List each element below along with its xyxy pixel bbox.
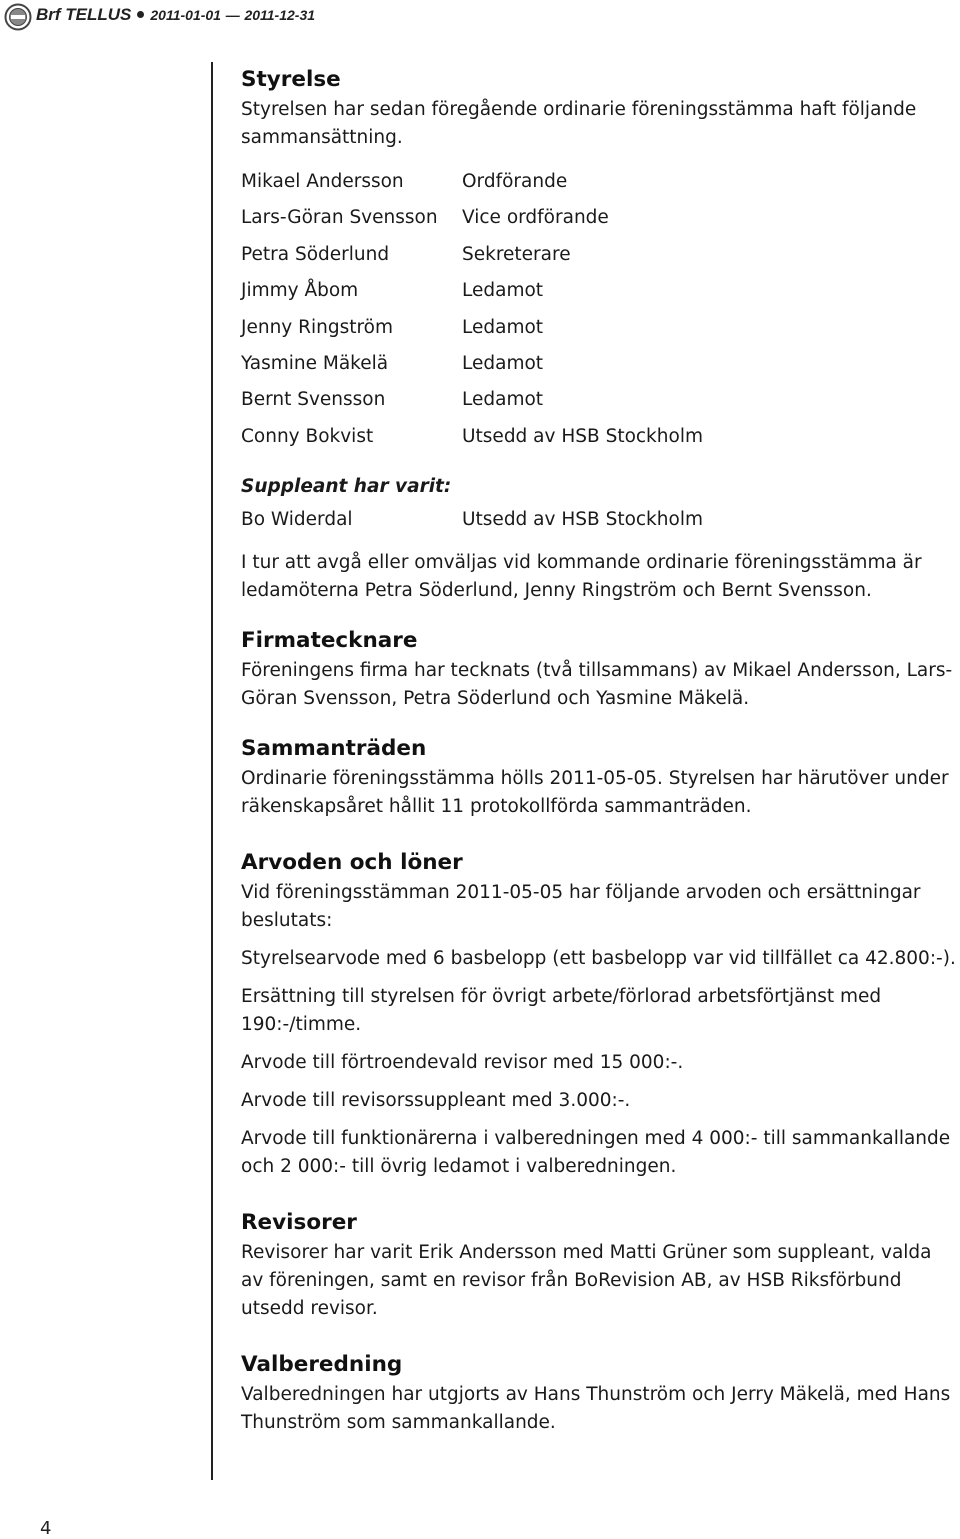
tur-att-avga-text: I tur att avgå eller omväljas vid kommande ordinarie föreningsstämma är ledamöterna Petra Söderlund, Jenny Ringström och Bernt Svensson. — [241, 551, 922, 601]
member-role: Ledamot — [462, 352, 544, 374]
arvoden-intro: Vid föreningsstämman 2011-05-05 har följande arvoden och ersättningar beslutats: — [241, 881, 921, 931]
member-role: Ledamot — [462, 389, 544, 411]
member-name: Mikael Andersson — [241, 171, 404, 192]
heading-styrelse: Styrelse — [241, 67, 341, 92]
suppleant-role: Utsedd av HSB Stockholm — [462, 509, 703, 531]
heading-sammantraden: Sammanträden — [241, 735, 427, 761]
section-valberedning — [241, 1349, 956, 1437]
board-member-row — [241, 382, 956, 418]
arvoden-item: Arvode till förtroendevald revisor med 15 000:-. — [241, 1051, 684, 1073]
header-period-sep: — — [225, 7, 240, 23]
section-arvoden — [241, 847, 956, 1181]
member-role: Ordförande — [462, 171, 568, 192]
firmatecknare-text: Föreningens firma har tecknats (två tillsammans) av Mikael Andersson, Lars-Göran Svensson, Petra Söderlund och Yasmine Mäkelä. — [241, 659, 953, 709]
arvoden-item: Arvode till revisorssuppleant med 3.000:-. — [241, 1089, 631, 1111]
header-title — [36, 5, 315, 25]
header-period-start: 2011-01-01 — [150, 7, 221, 23]
heading-arvoden: Arvoden och löner — [241, 849, 463, 875]
member-name: Conny Bokvist — [241, 425, 374, 447]
valberedning-text: Valberedningen har utgjorts av Hans Thunström och Jerry Mäkelä, med Hans Thunström som sammankallande. — [241, 1383, 951, 1433]
member-name: Jimmy Åbom — [241, 280, 359, 302]
suppleant-name: Bo Widerdal — [241, 509, 353, 531]
board-members-list — [241, 164, 956, 455]
member-name: Bernt Svensson — [241, 389, 386, 411]
arvoden-item: Arvode till funktionärerna i valberedningen med 4 000:- till sammankallande och 2 000:- till övrig ledamot i valberedningen. — [241, 1127, 951, 1177]
styrelse-intro: Styrelsen har sedan föregående ordinarie föreningsstämma haft följande sammansättning. — [241, 99, 917, 148]
arvoden-item: Styrelsearvode med 6 basbelopp (ett basbelopp var vid tillfället ca 42.800:-). — [241, 947, 956, 969]
header-period-end: 2011-12-31 — [244, 7, 316, 23]
board-member-row — [241, 419, 956, 455]
member-role: Ledamot — [462, 280, 544, 302]
member-name: Jenny Ringström — [241, 316, 394, 338]
member-role: Sekreterare — [462, 243, 571, 265]
sammantraden-text: Ordinarie föreningsstämma hölls 2011-05-05. Styrelsen har härutöver under räkenskapsåret hållit 11 protokollförda sammanträden. — [241, 767, 949, 817]
board-member-row — [241, 273, 956, 309]
revisorer-text: Revisorer har varit Erik Andersson med Matti Grüner som suppleant, valda av föreningen, samt en revisor från BoRevision AB, av HSB Riksförbund utsedd revisor. — [241, 1241, 932, 1319]
section-styrelse — [241, 64, 956, 605]
header-brand: Brf TELLUS — [36, 5, 132, 24]
bullet-icon — [137, 11, 144, 18]
section-firmatecknare — [241, 625, 956, 713]
member-role: Ledamot — [462, 316, 544, 338]
page-number: 4 — [40, 1518, 52, 1539]
board-member-row — [241, 310, 956, 346]
board-member-row — [241, 164, 956, 200]
member-role: Utsedd av HSB Stockholm — [462, 425, 703, 447]
member-name: Lars-Göran Svensson — [241, 207, 438, 229]
heading-valberedning: Valberedning — [241, 1351, 403, 1377]
heading-firmatecknare: Firmatecknare — [241, 627, 418, 653]
section-revisorer — [241, 1207, 956, 1323]
suppleant-row — [241, 502, 956, 538]
board-member-row — [241, 346, 956, 382]
arvoden-item: Ersättning till styrelsen för övrigt arbete/förlorad arbetsförtjänst med 190:-/timme. — [241, 985, 882, 1035]
member-name: Petra Söderlund — [241, 243, 390, 265]
board-member-row — [241, 237, 956, 273]
page-content — [241, 64, 956, 1437]
section-sammantraden — [241, 733, 956, 821]
board-member-row — [241, 200, 956, 236]
member-role: Vice ordförande — [462, 207, 609, 229]
hsb-logo-icon — [4, 3, 32, 31]
margin-rule — [211, 62, 213, 1480]
page-header — [0, 0, 960, 34]
member-name: Yasmine Mäkelä — [241, 352, 389, 374]
heading-revisorer: Revisorer — [241, 1209, 357, 1235]
suppleant-heading: Suppleant har varit: — [241, 476, 452, 498]
